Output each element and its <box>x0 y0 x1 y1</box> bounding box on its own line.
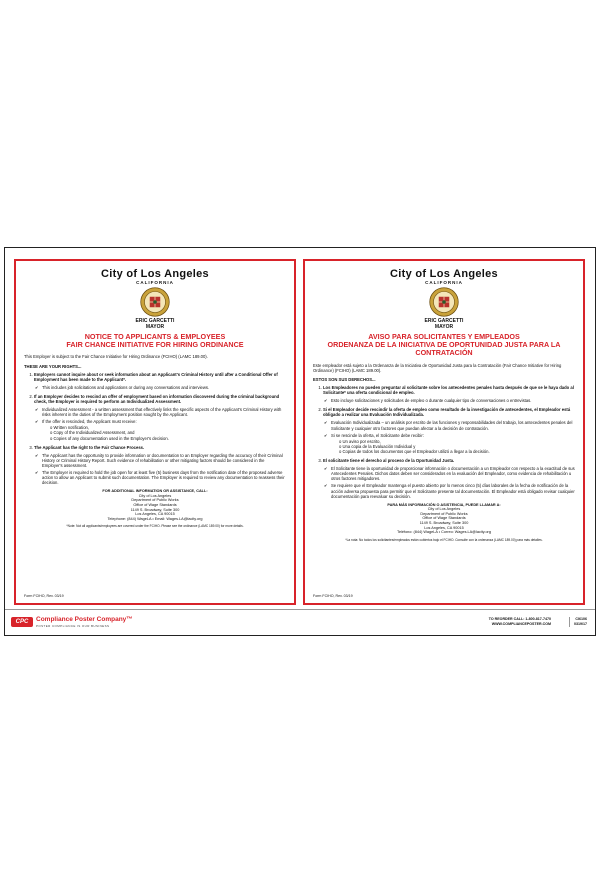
list-item <box>323 458 575 499</box>
poster <box>4 247 596 636</box>
right-1-text: Los Empleadores no pueden preguntar al solicitante sobre los antecedentes penales hasta después de que se le haya dado al Solicitante* una oferta condicional de empleo. <box>323 385 574 396</box>
contact-line: Department of Public Works <box>420 511 468 516</box>
contact-line: 1149 S. Broadway, Suite 300 <box>419 521 469 526</box>
notice-title-line2: ORDENANZA DE LA INICIATIVA DE OPORTUNIDAD JUSTA PARA LA CONTRATACIÓN <box>327 340 561 358</box>
contact-block <box>24 489 286 521</box>
city-seal-icon <box>140 287 170 317</box>
footnote: *La nota: No todos los solicitantes/empleados están cubiertos bajo el FCIHO. Consulte con la ordenanza (LAMC 189.00) para más detalles. <box>345 537 543 542</box>
check-item <box>331 433 575 454</box>
list-item <box>34 372 286 390</box>
form-number: Form FCIHO, Rev. 03/19 <box>313 594 353 598</box>
company-tagline: POSTER COMPLIANCE IS OUR BUSINESS <box>36 624 110 628</box>
right-2-text: Si el Empleador decide rescindir la oferta de empleo como resultado de la investigación de antecedentes, el Empleador está obligado a realizar una Evaluación Individualizada. <box>323 407 571 418</box>
mayor-name: ERIC GARCETTI <box>135 318 175 324</box>
mayor-title: MAYOR <box>434 324 454 330</box>
contact-line: Department of Public Works <box>131 498 179 503</box>
notice-title <box>313 333 575 358</box>
state-subheading: CALIFORNIA <box>136 280 174 285</box>
product-code: CI6106 <box>575 617 587 621</box>
rights-list <box>24 372 286 486</box>
mayor-name: ERIC GARCETTI <box>424 318 464 324</box>
check-item <box>42 419 286 440</box>
intro-text: This Employer is subject to the Fair Chance Initiative for Hiring Ordinance (FCIHO) (LAMC 189.00). <box>24 354 208 360</box>
reorder-phone: TO REORDER CALL: 1-800-817-7470 <box>488 617 551 621</box>
poster-footer <box>5 609 595 636</box>
sub-item: o Copias de todos los documentos que el Empleador utilizó a llegar a la decisión. <box>339 449 575 454</box>
form-number: Form FCIHO, Rev. 03/19 <box>24 594 64 598</box>
rights-list <box>313 385 575 499</box>
checklist <box>34 453 286 486</box>
check-item: ✔ Se requiere que el Empleador mantenga el puesto abierto por lo menos cinco (5) días laborales de la fecha de notificación de la acción adversa propuesta para permitir que el Solicitante presente tal documentación. El Empleador está obligado revisar cualquier documentación para reevaluar su decisión. <box>331 483 575 498</box>
notice-title-line1: AVISO PARA SOLICITANTES Y EMPLEADOS <box>368 332 520 341</box>
contact-block <box>313 503 575 535</box>
check-item: ✔ El Solicitante tiene la oportunidad de proporcionar información o documentación a un Empleador con respecto a la exactitud de sus Antecedentes Penales. Dichos datos deben ser considerados en la evaluación del Empleador, como evidencia de rehabilitación u otros factores mitigadores. <box>331 466 575 481</box>
english-panel <box>14 259 296 605</box>
right-3-text: The Applicant has the right to the Fair Chance Process. <box>34 444 145 450</box>
contact-line: 1149 S. Broadway, Suite 300 <box>130 507 180 512</box>
checklist <box>323 466 575 499</box>
list-item <box>34 445 286 486</box>
reorder-website: WWW.COMPLIANCEPOSTER.COM <box>491 622 551 626</box>
city-heading: City of Los Angeles <box>101 268 209 280</box>
contact-heading: FOR ADDITIONAL INFORMATION OR ASSISTANCE, CALL: <box>102 489 208 494</box>
list-item <box>323 385 575 403</box>
check-item: ✔ Individualized Assessment - a written assessment that effectively links the specific aspects of the Applicant's Criminal History with risks inherent in the duties of the Employment position sought by the Applicant. <box>42 407 286 417</box>
contact-heading: PARA MÁS INFORMACIÓN O ASISTENCIA, PUEDE LLAMAR A: <box>387 502 501 507</box>
checklist <box>323 420 575 454</box>
contact-line: City of Los Angeles <box>427 507 461 512</box>
company-name: Compliance Poster Company™ <box>36 616 133 623</box>
sub-item: o Copies of any documentation used in the Employer's decision. <box>50 436 286 441</box>
contact-line: Office of Wage Standards <box>133 503 177 508</box>
footnote: *Note: Not all applicants/employees are covered under the FCIHO. Please see the ordinance (LAMC 189.00) for more details. <box>66 524 244 529</box>
list-item <box>323 407 575 454</box>
contact-line: City of Los Angeles <box>138 493 172 498</box>
checklist <box>34 407 286 441</box>
check-item: ✔ The Employer is required to hold the job open for at least five (5) business days from the notification date of the proposed adverse action to allow an Applicant to submit such documentation. The Employer is required to review any documentation to reassess their decision. <box>42 470 286 485</box>
list-item <box>34 394 286 441</box>
right-3-text: El solicitante tiene el derecho al proceso de la Oportunidad Justa. <box>323 458 455 464</box>
intro-text: Este empleador está sujeto a la Ordenanza de la Iniciativa de Oportunidad Justa para la Contratación (Fair Chance Initiative for Hiring Ordinance) (FCIHO) (LAMC 189.00). <box>313 362 562 373</box>
sub-item: o Written notification, <box>50 425 286 430</box>
check-item: ✔ The Applicant has the opportunity to provide information or documentation to an Employer regarding the accuracy of their Criminal History or Criminal History Report. Such evidence of rehabilitation or other mitigating factors should be considered in the Employer's assessment. <box>42 453 286 468</box>
rights-heading: THESE ARE YOUR RIGHTS... <box>24 363 82 369</box>
reorder-info <box>489 617 551 627</box>
city-seal-icon <box>429 287 459 317</box>
check-item-text: Si se rescinde la oferta, el Solicitante debe recibir: <box>331 432 424 438</box>
contact-line: Office of Wage Standards <box>422 516 466 521</box>
contact-line: Los Angeles, CA 90015 <box>135 512 175 517</box>
notice-title-line2: FAIR CHANCE INITIATIVE FOR HIRING ORDINANCE <box>66 340 244 350</box>
notice-title-line1: NOTICE TO APPLICANTS & EMPLOYEES <box>84 332 226 341</box>
company-logo: CPC <box>11 617 33 627</box>
sub-item: o Un aviso por escrito, <box>339 439 575 444</box>
check-item: ✔ Evaluación Individualizada – un análisis por escrito de las funciones y responsabilidades del trabajo, los antecedentes penales del Solicitante y cualquier otro factores que puedan afectar a la decisión de contratación. <box>331 420 575 430</box>
sub-list <box>42 425 286 440</box>
sub-item: o Copy of the Individualized Assessment, and <box>50 430 286 435</box>
notice-title <box>24 333 286 349</box>
contact-line: Telephone: (844) WageLA • Email: Wages.LA@lacity.org <box>107 516 203 521</box>
spanish-panel <box>303 259 585 605</box>
checklist <box>323 398 575 403</box>
check-item-text: If the offer is rescinded, the Applicant must receive: <box>42 419 137 425</box>
check-item: ✔ Esto incluye solicitaciones y solicitudes de empleo o durante cualquier tipo de conversaciones o entrevistas. <box>331 398 575 403</box>
contact-line: Teléfono: (844) WageLA • Correo: Wages.LA@lacity.org <box>397 530 491 535</box>
city-heading: City of Los Angeles <box>390 268 498 280</box>
right-1-text: Employers cannot inquire about or seek information about an Applicant's Criminal History until after a Conditional Offer of Employment has been made to the Applicant*. <box>34 371 278 382</box>
mayor-title: MAYOR <box>145 324 165 330</box>
sub-item: o Una copia de la Evaluación Individual y <box>339 444 575 449</box>
sub-list <box>331 439 575 454</box>
revision-code: 0319/17 <box>574 622 587 626</box>
contact-line: Los Angeles, CA 90015 <box>424 525 464 530</box>
state-subheading: CALIFORNIA <box>425 280 463 285</box>
rights-heading: ESTOS SON SUS DERECHOS... <box>313 377 376 383</box>
checklist <box>34 385 286 390</box>
check-item: ✔ This includes job solicitations and applications or during any conversations and interviews. <box>42 385 286 390</box>
right-2-text: If an Employer decides to rescind an offer of employment based on information discovered during the criminal background check, the Employer is required to perform an Individualized Assessment. <box>34 393 280 404</box>
product-codes <box>569 617 587 627</box>
